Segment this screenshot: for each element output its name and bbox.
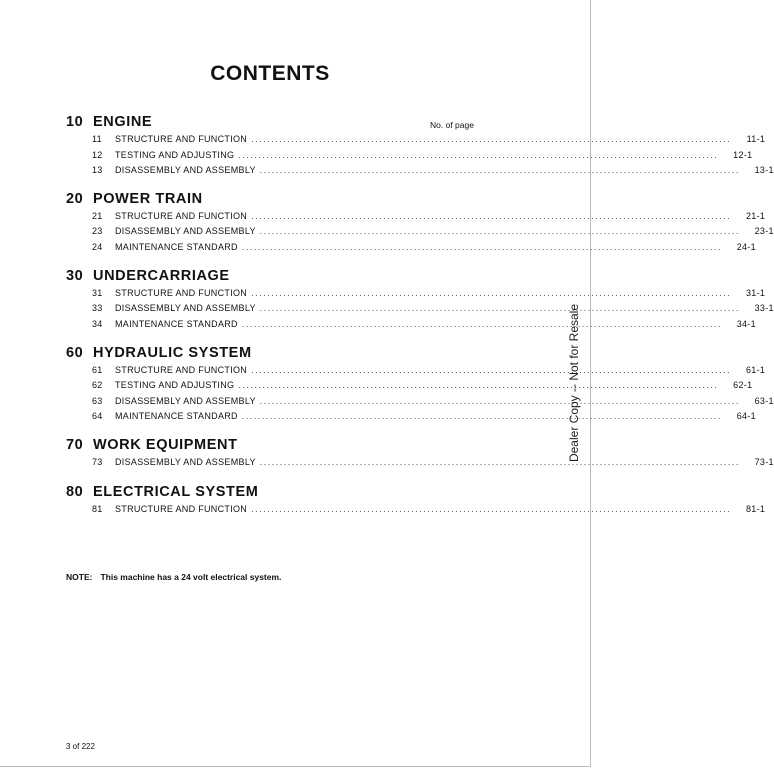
toc-entry[interactable] — [92, 288, 766, 300]
note-label: NOTE: — [66, 572, 93, 582]
watermark: Dealer Copy -- Not for Resale — [567, 303, 581, 463]
entry-page: 64-1 — [736, 411, 756, 421]
dot-leader: ........................................................................................................................ — [241, 242, 722, 252]
entry-number: 63 — [92, 396, 103, 406]
entry-number: 73 — [92, 457, 103, 467]
entry-title: DISASSEMBLY AND ASSEMBLY — [115, 165, 256, 175]
toc-entry[interactable] — [92, 411, 756, 423]
dot-leader: ........................................................................................................................ — [251, 134, 732, 144]
dot-leader: ........................................................................................................................ — [259, 457, 740, 467]
entry-title: MAINTENANCE STANDARD — [115, 242, 238, 252]
toc-entry[interactable] — [92, 380, 753, 392]
section-title: UNDERCARRIAGE — [93, 268, 230, 284]
section-heading-engine — [66, 114, 152, 130]
entry-number: 21 — [92, 211, 103, 221]
section-title: WORK EQUIPMENT — [93, 437, 238, 453]
note-text: This machine has a 24 volt electrical system. — [100, 572, 282, 582]
entry-page: 11-1 — [746, 134, 766, 144]
entry-page: 61-1 — [745, 365, 766, 375]
entry-page: 31-1 — [745, 288, 766, 298]
dot-leader: ........................................................................................................................ — [241, 411, 722, 421]
entry-number: 64 — [92, 411, 103, 421]
entry-number: 33 — [92, 303, 103, 313]
toc-entry[interactable] — [92, 134, 766, 146]
entry-number: 62 — [92, 380, 103, 390]
dot-leader: ........................................................................................................................ — [238, 380, 719, 390]
entry-number: 31 — [92, 288, 103, 298]
entry-title: DISASSEMBLY AND ASSEMBLY — [115, 226, 256, 236]
section-number: 70 — [66, 437, 84, 453]
dot-leader: ........................................................................................................................ — [238, 150, 719, 160]
page-title: CONTENTS — [210, 62, 330, 85]
page-counter: 3 of 222 — [66, 742, 95, 751]
entry-page: 73-1 — [754, 457, 774, 467]
entry-page: 23-1 — [754, 226, 774, 236]
section-heading-power-train — [66, 191, 203, 207]
entry-number: 13 — [92, 165, 103, 175]
toc-entry[interactable] — [92, 211, 766, 223]
dot-leader: ........................................................................................................................ — [259, 396, 740, 406]
entry-page: 81-1 — [745, 504, 766, 514]
entry-page: 21-1 — [745, 211, 766, 221]
section-title: ENGINE — [93, 114, 153, 130]
section-heading-undercarriage — [66, 268, 230, 284]
section-number: 30 — [66, 268, 84, 284]
entry-page: 12-1 — [733, 150, 753, 160]
dot-leader: ........................................................................................................................ — [259, 226, 740, 236]
entry-number: 24 — [92, 242, 103, 252]
toc-entry[interactable] — [92, 319, 756, 331]
section-heading-hydraulic-system — [66, 345, 252, 361]
section-number: 80 — [66, 484, 84, 500]
toc-entry[interactable] — [92, 365, 766, 377]
entry-number: 34 — [92, 319, 103, 329]
section-heading-electrical-system — [66, 484, 258, 500]
entry-title: DISASSEMBLY AND ASSEMBLY — [115, 396, 256, 406]
entry-title: STRUCTURE AND FUNCTION — [115, 288, 248, 298]
entry-title: TESTING AND ADJUSTING — [115, 380, 235, 390]
entry-number: 81 — [92, 504, 103, 514]
entry-number: 11 — [92, 134, 102, 144]
note — [66, 572, 281, 582]
entry-number: 61 — [92, 365, 103, 375]
entry-title: TESTING AND ADJUSTING — [115, 150, 235, 160]
section-number: 10 — [66, 114, 84, 130]
dot-leader: ........................................................................................................................ — [251, 365, 732, 375]
dot-leader: ........................................................................................................................ — [241, 319, 722, 329]
dot-leader: ........................................................................................................................ — [259, 303, 740, 313]
dot-leader: ........................................................................................................................ — [259, 165, 740, 175]
toc-entry[interactable] — [92, 303, 774, 315]
toc-entry[interactable] — [92, 242, 756, 254]
section-title: ELECTRICAL SYSTEM — [93, 484, 259, 500]
toc-entry[interactable] — [92, 150, 753, 162]
entry-page: 34-1 — [736, 319, 756, 329]
entry-number: 12 — [92, 150, 103, 160]
entry-page: 63-1 — [754, 396, 774, 406]
entry-title: MAINTENANCE STANDARD — [115, 411, 238, 421]
section-number: 60 — [66, 345, 84, 361]
entry-title: MAINTENANCE STANDARD — [115, 319, 238, 329]
toc-entry[interactable] — [92, 226, 774, 238]
toc-entry[interactable] — [92, 396, 774, 408]
entry-title: DISASSEMBLY AND ASSEMBLY — [115, 303, 256, 313]
toc-entry[interactable] — [92, 504, 766, 516]
section-heading-work-equipment — [66, 437, 238, 453]
entry-title: STRUCTURE AND FUNCTION — [115, 365, 248, 375]
entry-page: 62-1 — [733, 380, 753, 390]
entry-page: 13-1 — [754, 165, 774, 175]
entry-page: 24-1 — [736, 242, 756, 252]
entry-title: DISASSEMBLY AND ASSEMBLY — [115, 457, 256, 467]
section-title: POWER TRAIN — [93, 191, 203, 207]
entry-title: STRUCTURE AND FUNCTION — [115, 134, 248, 144]
entry-title: STRUCTURE AND FUNCTION — [115, 211, 248, 221]
toc-entry[interactable] — [92, 457, 774, 469]
dot-leader: ........................................................................................................................ — [251, 288, 732, 298]
entry-number: 23 — [92, 226, 103, 236]
dot-leader: ........................................................................................................................ — [251, 504, 732, 514]
section-number: 20 — [66, 191, 84, 207]
page-column-label: No. of page — [430, 120, 474, 130]
toc-entry[interactable] — [92, 165, 774, 177]
entry-title: STRUCTURE AND FUNCTION — [115, 504, 248, 514]
section-title: HYDRAULIC SYSTEM — [93, 345, 252, 361]
entry-page: 33-1 — [754, 303, 774, 313]
dot-leader: ........................................................................................................................ — [251, 211, 732, 221]
